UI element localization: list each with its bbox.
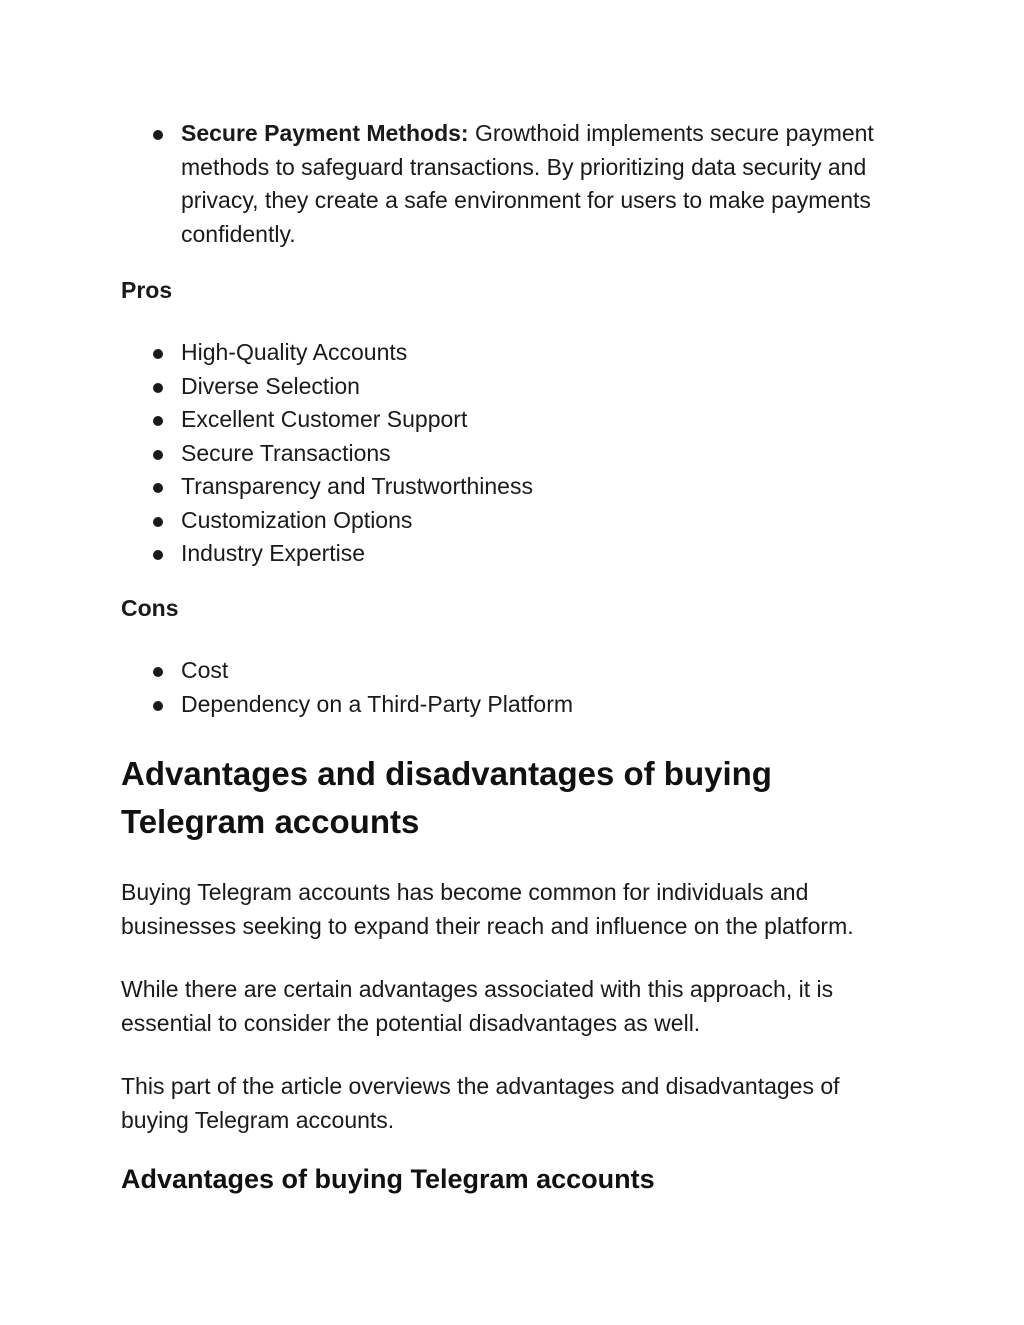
bullet-icon [153,483,163,493]
list-item [121,437,911,471]
bullet-icon [153,517,163,527]
cons-item: Dependency on a Third-Party Platform [181,690,574,717]
feature-list [121,117,911,251]
paragraph: While there are certain advantages associated with this approach, it is essential to consider the potential disadvantages as well. [121,976,834,1036]
cons-item: Cost [181,657,229,683]
pros-item: Secure Transactions [181,439,391,466]
pros-item: Excellent Customer Support [181,406,468,432]
paragraph: This part of the article overviews the advantages and disadvantages of buying Telegram accounts. [121,1073,840,1133]
feature-text: Growthoid implements secure payment methods to safeguard transactions. By prioritizing data security and privacy, they create a safe environment for users to make payments confidently. [181,120,874,247]
section-subtitle: Advantages of buying Telegram accounts [121,1164,655,1194]
pros-item: High-Quality Accounts [181,339,408,365]
bullet-icon [153,130,163,140]
section-title: Advantages and disadvantages of buying Telegram accounts [121,755,772,840]
pros-heading: Pros [121,277,173,303]
list-item [121,504,911,538]
cons-heading: Cons [121,595,179,621]
bullet-icon [153,349,163,359]
pros-item: Industry Expertise [181,540,366,566]
list-item [121,117,911,251]
list-item [121,688,911,722]
bullet-icon [153,550,163,560]
bullet-icon [153,450,163,460]
bullet-icon [153,667,163,677]
feature-label: Secure Payment Methods: [181,120,469,146]
list-item [121,654,911,688]
list-item [121,370,911,404]
pros-item: Diverse Selection [181,372,360,399]
pros-item: Customization Options [181,506,413,533]
list-item [121,403,911,437]
bullet-icon [153,416,163,426]
pros-list [121,336,911,571]
bullet-icon [153,701,163,711]
pros-item: Transparency and Trustworthiness [181,473,533,499]
bullet-icon [153,383,163,393]
list-item [121,470,911,504]
cons-list [121,654,911,721]
list-item [121,537,911,571]
paragraph: Buying Telegram accounts has become common for individuals and businesses seeking to expand their reach and influence on the platform. [121,879,854,939]
list-item [121,336,911,370]
